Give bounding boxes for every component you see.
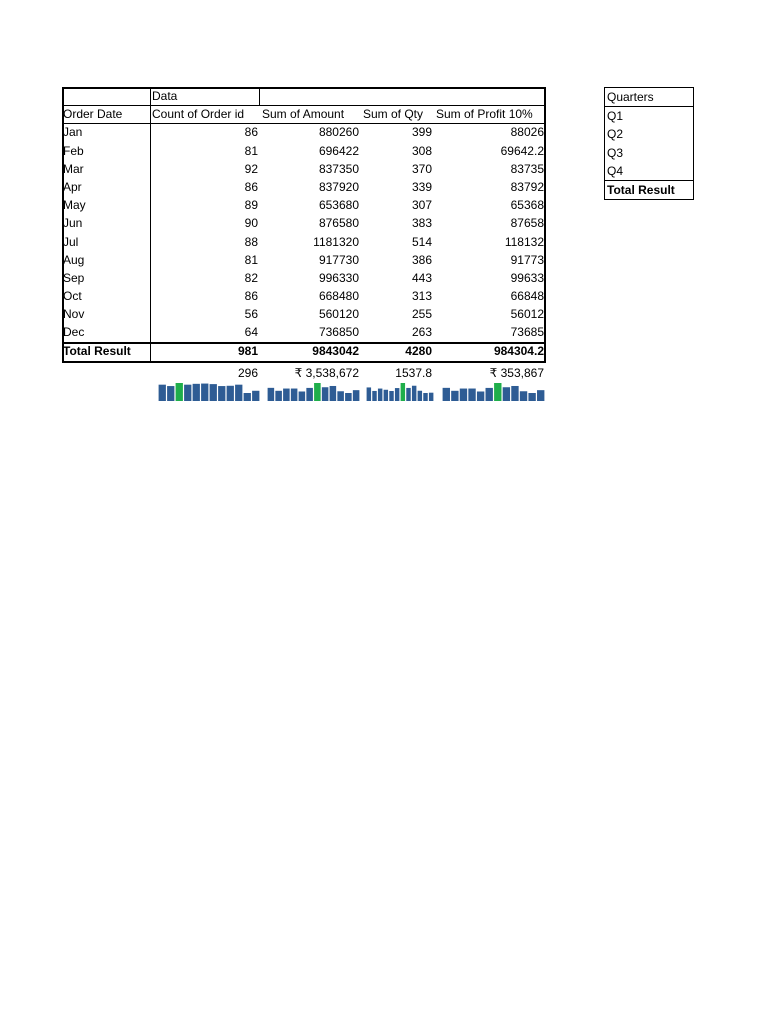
- sparkline-bar: [511, 386, 518, 401]
- qty-cell[interactable]: 399: [411, 125, 432, 140]
- pivot-table: [62, 87, 546, 360]
- total-label[interactable]: Total Result: [63, 343, 131, 358]
- sparkline-bar: [193, 384, 200, 401]
- profit-cell[interactable]: 69642.2: [500, 143, 544, 158]
- sparkline-bar: [468, 389, 475, 401]
- month-label[interactable]: May: [63, 198, 86, 213]
- qty-cell[interactable]: 370: [411, 161, 432, 176]
- count-cell[interactable]: 56: [244, 307, 258, 322]
- count-cell[interactable]: 90: [244, 216, 258, 231]
- amount-cell[interactable]: 653680: [318, 198, 359, 213]
- column-header-divider: [62, 123, 546, 124]
- quarters-total[interactable]: Total Result: [605, 180, 693, 199]
- count-cell[interactable]: 82: [244, 270, 258, 285]
- sparkline-bar: [353, 390, 360, 401]
- qty-cell[interactable]: 514: [411, 234, 432, 249]
- amount-cell[interactable]: 668480: [318, 289, 359, 304]
- header-divider: [62, 105, 546, 106]
- month-row: [62, 323, 546, 341]
- qty-cell[interactable]: 443: [411, 270, 432, 285]
- amount-cell[interactable]: 996330: [318, 270, 359, 285]
- profit-cell[interactable]: 65368: [510, 198, 544, 213]
- month-label[interactable]: Feb: [63, 143, 84, 158]
- qty-cell[interactable]: 383: [411, 216, 432, 231]
- column-header[interactable]: Sum of Amount: [262, 107, 345, 122]
- total-amount[interactable]: 9843042: [312, 343, 359, 358]
- count-cell[interactable]: 89: [244, 198, 258, 213]
- month-row: [62, 178, 546, 196]
- sparkline-bar: [201, 384, 208, 401]
- profit-cell[interactable]: 99633: [510, 270, 544, 285]
- sparkline-bar: [372, 391, 376, 401]
- amount-cell[interactable]: 696422: [318, 143, 359, 158]
- sparkline-bar: [345, 393, 352, 401]
- count-cell[interactable]: 92: [244, 161, 258, 176]
- sparkline-bar: [412, 386, 416, 401]
- sparkline-bar: [322, 387, 329, 401]
- total-divider: [62, 342, 546, 344]
- data-field-label[interactable]: Data: [152, 89, 178, 103]
- sparkline-qty[interactable]: [366, 383, 434, 401]
- month-label[interactable]: Jun: [63, 216, 83, 231]
- profit-cell[interactable]: 56012: [510, 307, 544, 322]
- quarters-header[interactable]: Quarters: [605, 88, 693, 107]
- summary-amount[interactable]: ₹ 3,538,672: [294, 366, 359, 380]
- summary-profit[interactable]: ₹ 353,867: [489, 366, 544, 380]
- month-row: [62, 214, 546, 232]
- count-cell[interactable]: 86: [244, 125, 258, 140]
- qty-cell[interactable]: 307: [411, 198, 432, 213]
- sparkline-count[interactable]: [158, 383, 260, 401]
- profit-cell[interactable]: 88026: [510, 125, 544, 140]
- sparkline-bar: [176, 383, 183, 401]
- amount-cell[interactable]: 880260: [318, 125, 359, 140]
- sparkline-bar: [494, 383, 501, 401]
- month-row: [62, 233, 546, 251]
- sparkline-bar: [306, 388, 313, 401]
- sparkline-bar: [418, 391, 422, 401]
- month-label[interactable]: Nov: [63, 307, 85, 322]
- month-row: [62, 305, 546, 323]
- month-row: [62, 142, 546, 160]
- sparkline-bar: [486, 388, 493, 401]
- summary-qty[interactable]: 1537.8: [395, 366, 432, 380]
- row-field-label[interactable]: Order Date: [63, 107, 123, 122]
- month-label[interactable]: Sep: [63, 270, 85, 285]
- count-cell[interactable]: 81: [244, 143, 258, 158]
- profit-cell[interactable]: 87658: [510, 216, 544, 231]
- month-label[interactable]: Jul: [63, 234, 79, 249]
- qty-cell[interactable]: 339: [411, 179, 432, 194]
- sparkline-amount[interactable]: [267, 383, 360, 401]
- sparkline-bar: [235, 385, 242, 401]
- profit-cell[interactable]: 83735: [510, 161, 544, 176]
- total-qty[interactable]: 4280: [405, 343, 432, 358]
- month-label[interactable]: Aug: [63, 252, 85, 267]
- profit-cell[interactable]: 83792: [510, 179, 544, 194]
- count-cell[interactable]: 81: [244, 252, 258, 267]
- month-row: [62, 251, 546, 269]
- qty-cell[interactable]: 313: [411, 289, 432, 304]
- qty-cell[interactable]: 308: [411, 143, 432, 158]
- sparkline-bar: [477, 391, 484, 401]
- sparkline-bar: [389, 391, 393, 401]
- column-header[interactable]: Sum of Qty: [363, 107, 424, 122]
- sparkline-bar: [291, 389, 298, 401]
- pivot-body: [62, 123, 546, 341]
- sparkline-bar: [423, 393, 427, 401]
- sparkline-bar: [401, 383, 405, 401]
- amount-cell[interactable]: 876580: [318, 216, 359, 231]
- profit-cell[interactable]: 73685: [510, 325, 544, 340]
- qty-cell[interactable]: 386: [411, 252, 432, 267]
- sparkline-bar: [184, 385, 191, 401]
- sparkline-bar: [406, 388, 410, 401]
- profit-cell[interactable]: 66848: [510, 289, 544, 304]
- total-row: [62, 342, 546, 360]
- count-cell[interactable]: 88: [244, 234, 258, 249]
- column-header[interactable]: Count of Order id: [152, 107, 245, 122]
- amount-cell[interactable]: 736850: [318, 325, 359, 340]
- sparkline-bar: [314, 383, 321, 401]
- month-label[interactable]: Jan: [63, 125, 83, 140]
- quarter-item[interactable]: Q3: [607, 145, 624, 160]
- data-cell-divider: [259, 87, 260, 105]
- count-cell[interactable]: 86: [244, 289, 258, 304]
- quarter-item[interactable]: Q4: [607, 163, 624, 178]
- sparkline-bar: [451, 391, 458, 401]
- sparkline-bar: [299, 391, 306, 401]
- qty-cell[interactable]: 255: [411, 307, 432, 322]
- sparkline-bar: [268, 388, 275, 401]
- sparkline-bar: [159, 385, 166, 401]
- sparkline-bar: [244, 393, 251, 401]
- month-label[interactable]: Oct: [63, 289, 82, 304]
- row-label-divider: [150, 87, 151, 363]
- month-row: [62, 196, 546, 214]
- profit-cell[interactable]: 91773: [510, 252, 544, 267]
- month-row: [62, 123, 546, 141]
- sparkline-bar: [443, 388, 450, 401]
- month-label[interactable]: Apr: [63, 179, 82, 194]
- sparkline-bar: [395, 388, 399, 401]
- sparkline-profit[interactable]: [442, 383, 545, 401]
- amount-cell[interactable]: 837350: [318, 161, 359, 176]
- sparkline-bar: [367, 387, 371, 401]
- sparkline-bar: [330, 386, 337, 401]
- amount-cell[interactable]: 1181320: [313, 234, 359, 249]
- month-row: [62, 287, 546, 305]
- count-cell[interactable]: 86: [244, 179, 258, 194]
- month-label[interactable]: Mar: [63, 161, 84, 176]
- sparkline-bar: [503, 387, 510, 401]
- sparkline-bar: [378, 389, 382, 401]
- pivot-column-header-row: [62, 105, 546, 123]
- sparkline-bar: [210, 384, 217, 401]
- amount-cell[interactable]: 837920: [318, 179, 359, 194]
- qty-cell[interactable]: 263: [411, 325, 432, 340]
- pivot-data-header-row: [62, 87, 546, 105]
- sparkline-bar: [384, 390, 388, 401]
- amount-cell[interactable]: 560120: [318, 307, 359, 322]
- column-header[interactable]: Sum of Profit 10%: [436, 107, 533, 122]
- sparkline-bar: [429, 393, 433, 401]
- sparkline-bar: [537, 390, 544, 401]
- count-cell[interactable]: 64: [244, 325, 258, 340]
- sparkline-bar: [167, 386, 174, 401]
- month-row: [62, 269, 546, 287]
- sparkline-bar: [218, 386, 225, 401]
- total-profit[interactable]: 984304.2: [493, 343, 544, 358]
- sparkline-bar: [252, 391, 259, 401]
- sparkline-bar: [520, 391, 527, 401]
- quarter-item[interactable]: Q1: [607, 109, 624, 124]
- summary-row: [62, 364, 546, 382]
- sparkline-bar: [337, 391, 344, 401]
- sparkline-bar: [528, 393, 535, 401]
- sparkline-bar: [283, 389, 290, 401]
- quarters-filter: [604, 87, 694, 200]
- total-count[interactable]: 981: [237, 343, 258, 358]
- summary-count[interactable]: 296: [237, 366, 258, 380]
- sparkline-bar: [227, 386, 234, 401]
- sparkline-bar: [460, 389, 467, 401]
- profit-cell[interactable]: 118132: [504, 234, 544, 249]
- month-label[interactable]: Dec: [63, 325, 85, 340]
- amount-cell[interactable]: 917730: [318, 252, 359, 267]
- quarter-item[interactable]: Q2: [607, 127, 624, 142]
- sparkline-bar: [275, 391, 282, 401]
- month-row: [62, 160, 546, 178]
